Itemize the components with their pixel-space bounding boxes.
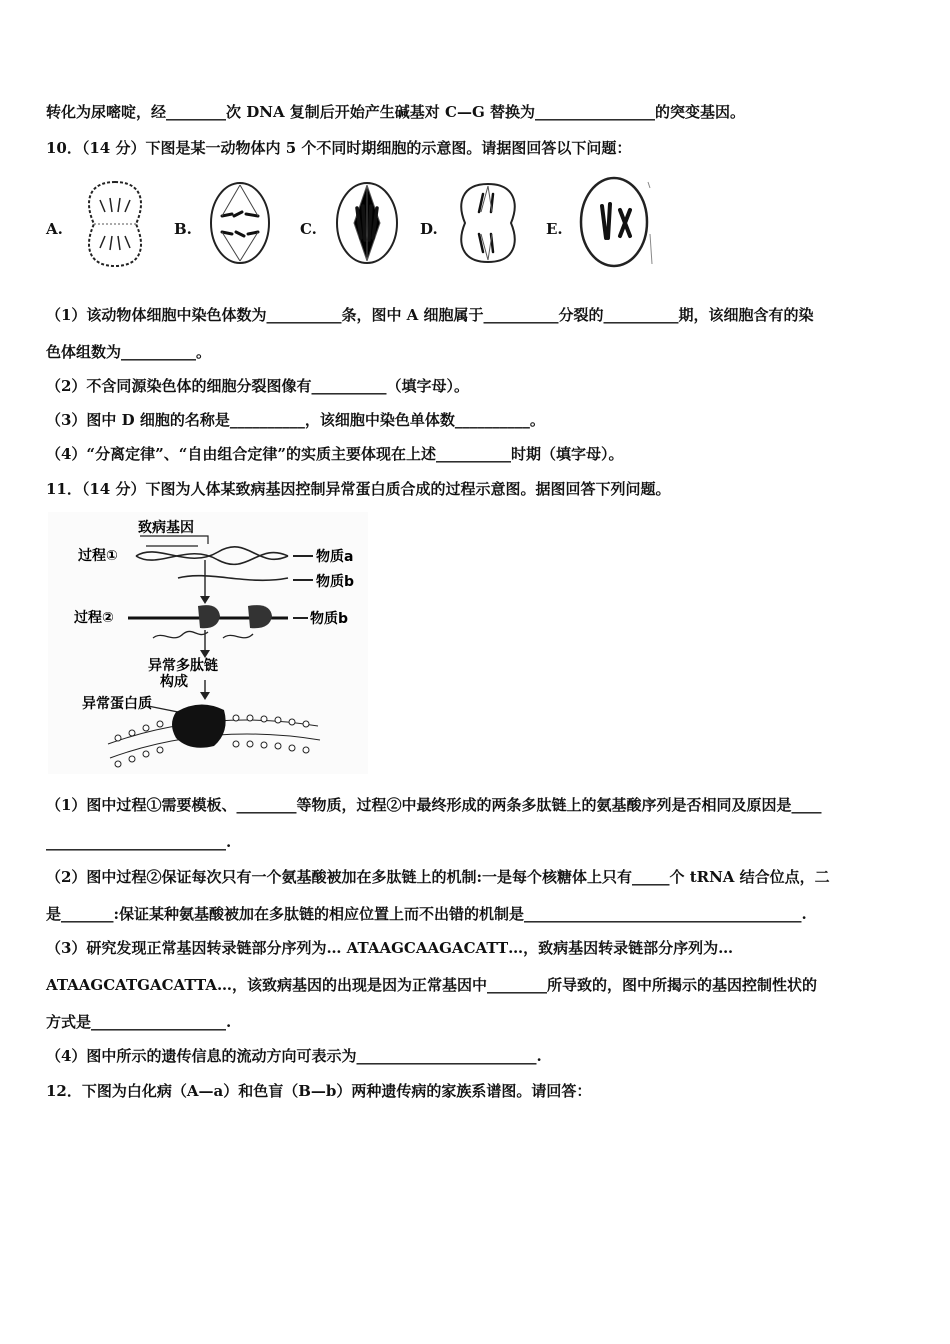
cell-a-image — [80, 178, 150, 270]
q12-header: 12．下图为白化病（A—a）和色盲（B—b）两种遗传病的家族系谱图。请回答： — [46, 1082, 592, 1100]
q11-s2-line2: 是_______:保证某种氨基酸被加在多肽链的相应位置上而不出错的机制是_____________________________________. — [46, 905, 807, 923]
label-substance-b-mid: 物质b — [310, 611, 349, 627]
cell-c-image — [334, 180, 400, 266]
q11-s3-line1: （3）研究发现正常基因转录链部分序列为… ATAAGCAAGACATT…，致病基因转录链部分序列为… — [46, 939, 734, 957]
cell-label-c: C. — [300, 220, 317, 238]
label-substance-a: 物质a — [316, 549, 354, 565]
cell-e-image — [578, 174, 656, 270]
q10-s3: （3）图中 D 细胞的名称是__________，该细胞中染色单体数__________。 — [46, 411, 545, 429]
label-process1: 过程① — [78, 548, 118, 564]
q9-line: 转化为尿嘧啶，经________次 DNA 复制后开始产生碱基对 C—G 替换为________________的突变基因。 — [46, 103, 745, 121]
cell-label-e: E. — [546, 220, 563, 238]
q10-header: 10．（14 分）下图是某一动物体内 5 个不同时期细胞的示意图。请据图回答以下问题： — [46, 139, 632, 157]
q10-s2: （2）不含同源染色体的细胞分裂图像有__________（填字母）。 — [46, 377, 469, 395]
q11-header: 11．（14 分）下图为人体某致病基因控制异常蛋白质合成的过程示意图。据图回答下列问题。 — [46, 480, 671, 498]
q10-s1-line1: （1）该动物体细胞中染色体数为__________条，图中 A 细胞属于__________分裂的__________期，该细胞含有的染 — [46, 306, 814, 324]
q11-s2-line1: （2）图中过程②保证每次只有一个氨基酸被加在多肽链上的机制:一是每个核糖体上只有_____个 tRNA 结合位点，二 — [46, 868, 830, 886]
q11-s3-line3: 方式是__________________. — [46, 1013, 232, 1031]
cell-d-image — [455, 180, 521, 266]
cell-b-image — [208, 180, 272, 266]
cell-label-a: A. — [46, 220, 63, 238]
label-polypeptide: 异常多肽链 — [148, 658, 218, 674]
cell-label-b: B. — [174, 220, 192, 238]
label-gene: 致病基因 — [138, 520, 194, 536]
label-substance-b-top: 物质b — [316, 574, 355, 590]
label-process2: 过程② — [74, 610, 114, 626]
label-abnormal-protein: 异常蛋白质 — [82, 696, 152, 712]
label-constitute: 构成 — [160, 674, 188, 690]
q11-s4: （4）图中所示的遗传信息的流动方向可表示为________________________. — [46, 1047, 542, 1065]
q10-s4: （4）“分离定律”、“自由组合定律”的实质主要体现在上述__________时期（填字母）。 — [46, 445, 624, 463]
q11-s1-line1: （1）图中过程①需要模板、________等物质，过程②中最终形成的两条多肽链上的氨基酸序列是否相同及原因是____ — [46, 796, 822, 814]
q11-s3-line2: ATAAGCATGACATTA…，该致病基因的出现是因为正常基因中________所导致的，图中所揭示的基因控制性状的 — [46, 976, 817, 994]
gene-expression-diagram — [48, 512, 368, 774]
q10-s1-line2: 色体组数为__________。 — [46, 343, 212, 361]
q11-s1-line2: ________________________. — [46, 833, 232, 851]
cell-label-d: D. — [420, 220, 438, 238]
